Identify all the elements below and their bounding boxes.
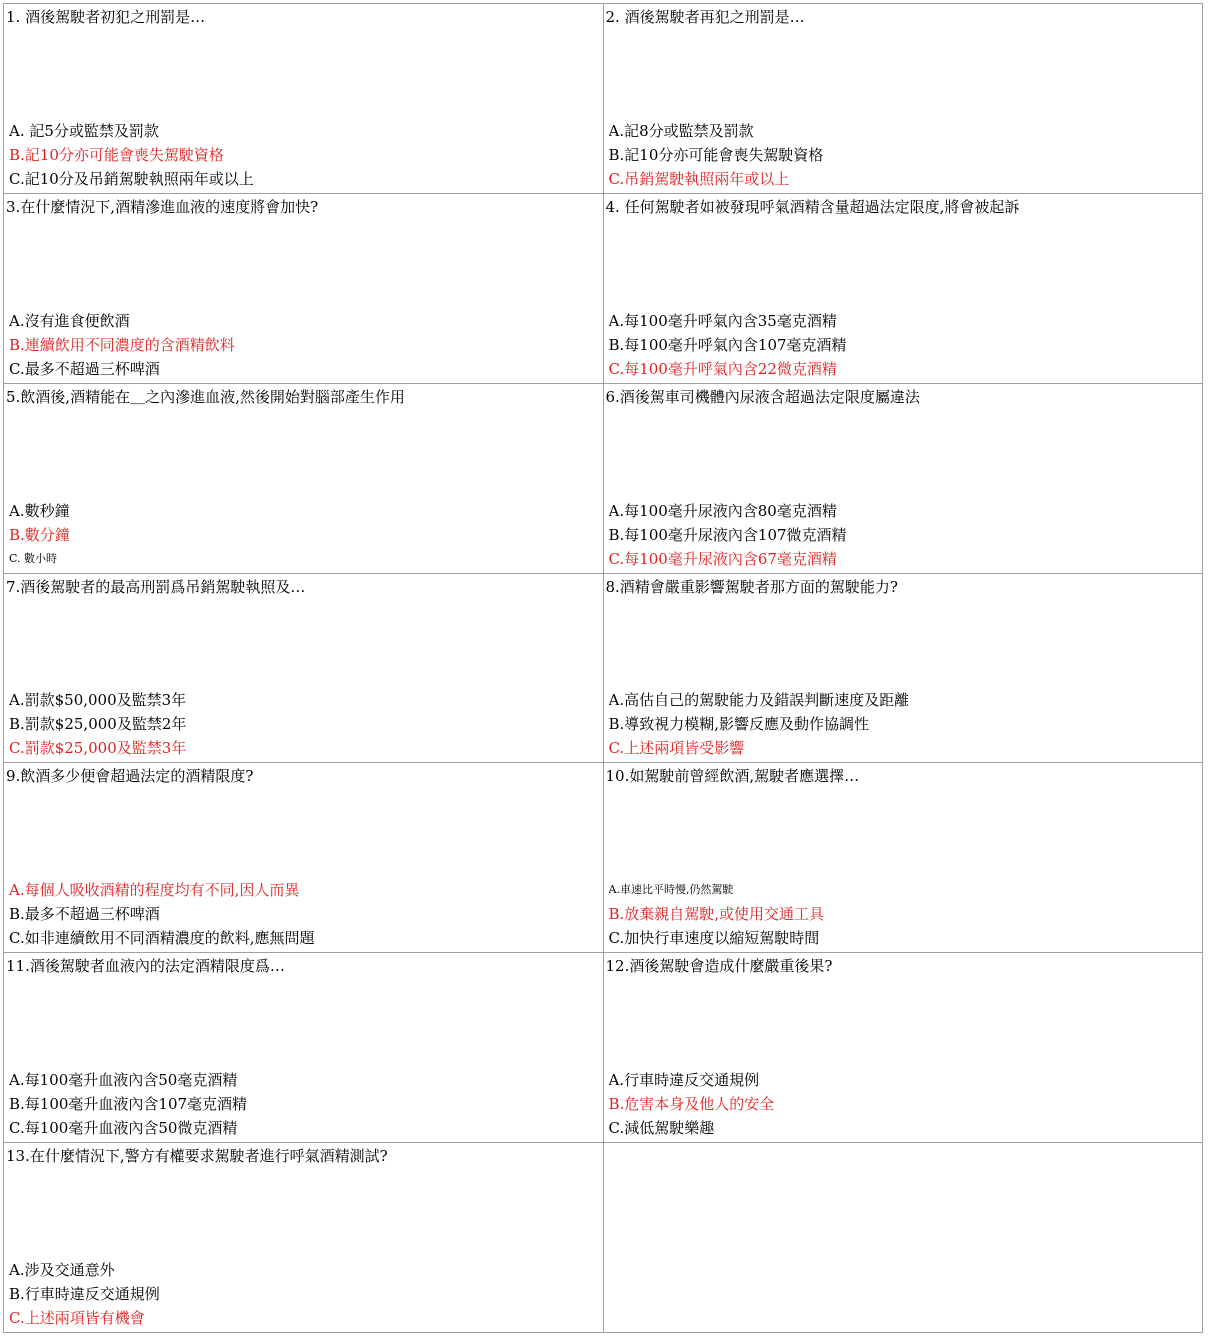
answer-options bbox=[609, 119, 1199, 191]
option-b: B.罰款$25,000及監禁2年 bbox=[9, 715, 187, 734]
option-b: B.危害本身及他人的安全 bbox=[608, 1095, 775, 1114]
question-text: 12.酒後駕駛會造成什麼嚴重後果? bbox=[605, 957, 833, 976]
option-a: A.涉及交通意外 bbox=[9, 1261, 115, 1279]
table-row bbox=[4, 573, 1203, 763]
option-a: A. 記5分或監禁及罰款 bbox=[9, 121, 159, 140]
question-cell-8 bbox=[603, 573, 1203, 763]
table-row bbox=[4, 193, 1203, 383]
table-row bbox=[4, 383, 1203, 573]
answer-options bbox=[609, 1068, 1199, 1140]
answer-options bbox=[9, 1068, 599, 1140]
option-a: A.記8分或監禁及罰款 bbox=[608, 121, 754, 140]
table-row bbox=[4, 763, 1203, 953]
question-text: 7.酒後駕駛者的最高刑罰爲吊銷駕駛執照及… bbox=[6, 577, 306, 596]
question-cell-5 bbox=[4, 383, 604, 573]
option-b: B.每100毫升血液內含107毫克酒精 bbox=[9, 1095, 248, 1114]
option-a: A.高估自己的駕駛能力及錯誤判斷速度及距離 bbox=[608, 691, 910, 710]
option-b: B.每100毫升呼氣內含107毫克酒精 bbox=[608, 335, 847, 354]
question-cell-9 bbox=[4, 763, 604, 953]
question-cell-10 bbox=[603, 763, 1203, 953]
option-c: C.罰款$25,000及監禁3年 bbox=[9, 739, 187, 758]
question-cell-13 bbox=[4, 1143, 604, 1333]
option-c: C.每100毫升血液內含50微克酒精 bbox=[9, 1119, 238, 1138]
question-text: 6.酒後駕車司機體內尿液含超過法定限度屬違法 bbox=[605, 387, 920, 406]
answer-options bbox=[9, 309, 599, 381]
question-cell-2 bbox=[603, 4, 1203, 194]
option-a: A.每100毫升血液內含50毫克酒精 bbox=[9, 1071, 238, 1090]
table-row bbox=[4, 1143, 1203, 1333]
quiz-table bbox=[3, 3, 1203, 1333]
question-text: 2. 酒後駕駛者再犯之刑罰是… bbox=[605, 8, 805, 26]
option-c: C.記10分及吊銷駕駛執照兩年或以上 bbox=[9, 169, 254, 188]
question-text: 10.如駕駛前曾經飲酒,駕駛者應選擇… bbox=[605, 767, 860, 786]
answer-options bbox=[609, 878, 1199, 950]
option-c: C.吊銷駕駛執照兩年或以上 bbox=[608, 169, 790, 188]
option-a: A.每100毫升尿液內含80毫克酒精 bbox=[608, 501, 837, 520]
option-b: B.放棄親自駕駛,或使用交通工具 bbox=[608, 905, 825, 924]
answer-options bbox=[9, 499, 599, 571]
option-a: A.沒有進食便飲酒 bbox=[9, 311, 130, 330]
question-cell-7 bbox=[4, 573, 604, 763]
answer-options bbox=[9, 688, 599, 760]
answer-options bbox=[9, 878, 599, 950]
question-text: 8.酒精會嚴重影響駕駛者那方面的駕駛能力? bbox=[605, 577, 898, 596]
answer-options bbox=[9, 119, 599, 191]
question-text: 5.飲酒後,酒精能在＿之內滲進血液,然後開始對腦部產生作用 bbox=[6, 387, 405, 406]
question-cell-1 bbox=[4, 4, 604, 194]
answer-options bbox=[9, 1258, 599, 1330]
option-b: B.數分鐘 bbox=[9, 525, 70, 544]
option-a: A.罰款$50,000及監禁3年 bbox=[9, 691, 187, 710]
answer-options bbox=[609, 688, 1199, 760]
option-c: C.上述兩項皆有機會 bbox=[9, 1309, 145, 1327]
question-text: 11.酒後駕駛者血液內的法定酒精限度爲… bbox=[6, 957, 285, 976]
option-c: C.每100毫升呼氣內含22微克酒精 bbox=[608, 359, 837, 378]
question-text: 4. 任何駕駛者如被發現呼氣酒精含量超過法定限度,將會被起訴 bbox=[605, 197, 1020, 216]
option-a: A.每100毫升呼氣內含35毫克酒精 bbox=[608, 311, 837, 330]
option-b: B.連續飲用不同濃度的含酒精飲料 bbox=[9, 335, 235, 354]
answer-options bbox=[609, 309, 1199, 381]
question-text: 13.在什麼情況下,警方有權要求駕駛者進行呼氣酒精測試? bbox=[6, 1147, 388, 1166]
question-cell-3 bbox=[4, 193, 604, 383]
empty-cell bbox=[603, 1143, 1203, 1333]
option-b: B.記10分亦可能會喪失駕駛資格 bbox=[9, 145, 224, 164]
option-c: C.最多不超過三杯啤酒 bbox=[9, 359, 160, 378]
option-c: C.減低駕駛樂趣 bbox=[608, 1119, 715, 1138]
option-c: C. 數小時 bbox=[9, 551, 58, 565]
option-b: B.導致視力模糊,影響反應及動作協調性 bbox=[608, 715, 870, 734]
question-cell-11 bbox=[4, 953, 604, 1143]
question-text: 9.飲酒多少便會超過法定的酒精限度? bbox=[6, 767, 254, 786]
table-row bbox=[4, 4, 1203, 194]
option-a: A.數秒鐘 bbox=[9, 501, 70, 520]
option-c: C.如非連續飲用不同酒精濃度的飲料,應無問題 bbox=[9, 929, 315, 948]
option-a: A.車速比平時慢,仍然駕駛 bbox=[608, 883, 734, 897]
option-a: A.行車時違反交通規例 bbox=[608, 1071, 760, 1090]
question-text: 1. 酒後駕駛者初犯之刑罰是… bbox=[6, 8, 206, 26]
option-b: B.行車時違反交通規例 bbox=[9, 1285, 160, 1303]
option-a: A.每個人吸收酒精的程度均有不同,因人而異 bbox=[9, 881, 300, 900]
option-b: B.記10分亦可能會喪失駕駛資格 bbox=[608, 145, 824, 164]
option-c: C.加快行車速度以縮短駕駛時間 bbox=[608, 929, 820, 948]
option-c: C.每100毫升尿液內含67毫克酒精 bbox=[608, 549, 837, 568]
answer-options bbox=[609, 499, 1199, 571]
question-cell-4 bbox=[603, 193, 1203, 383]
option-b: B.最多不超過三杯啤酒 bbox=[9, 905, 160, 924]
question-text: 3.在什麼情況下,酒精滲進血液的速度將會加快? bbox=[6, 197, 319, 216]
option-c: C.上述兩項皆受影響 bbox=[608, 739, 745, 758]
question-cell-6 bbox=[603, 383, 1203, 573]
table-row bbox=[4, 953, 1203, 1143]
question-cell-12 bbox=[603, 953, 1203, 1143]
option-b: B.每100毫升尿液內含107微克酒精 bbox=[608, 525, 847, 544]
